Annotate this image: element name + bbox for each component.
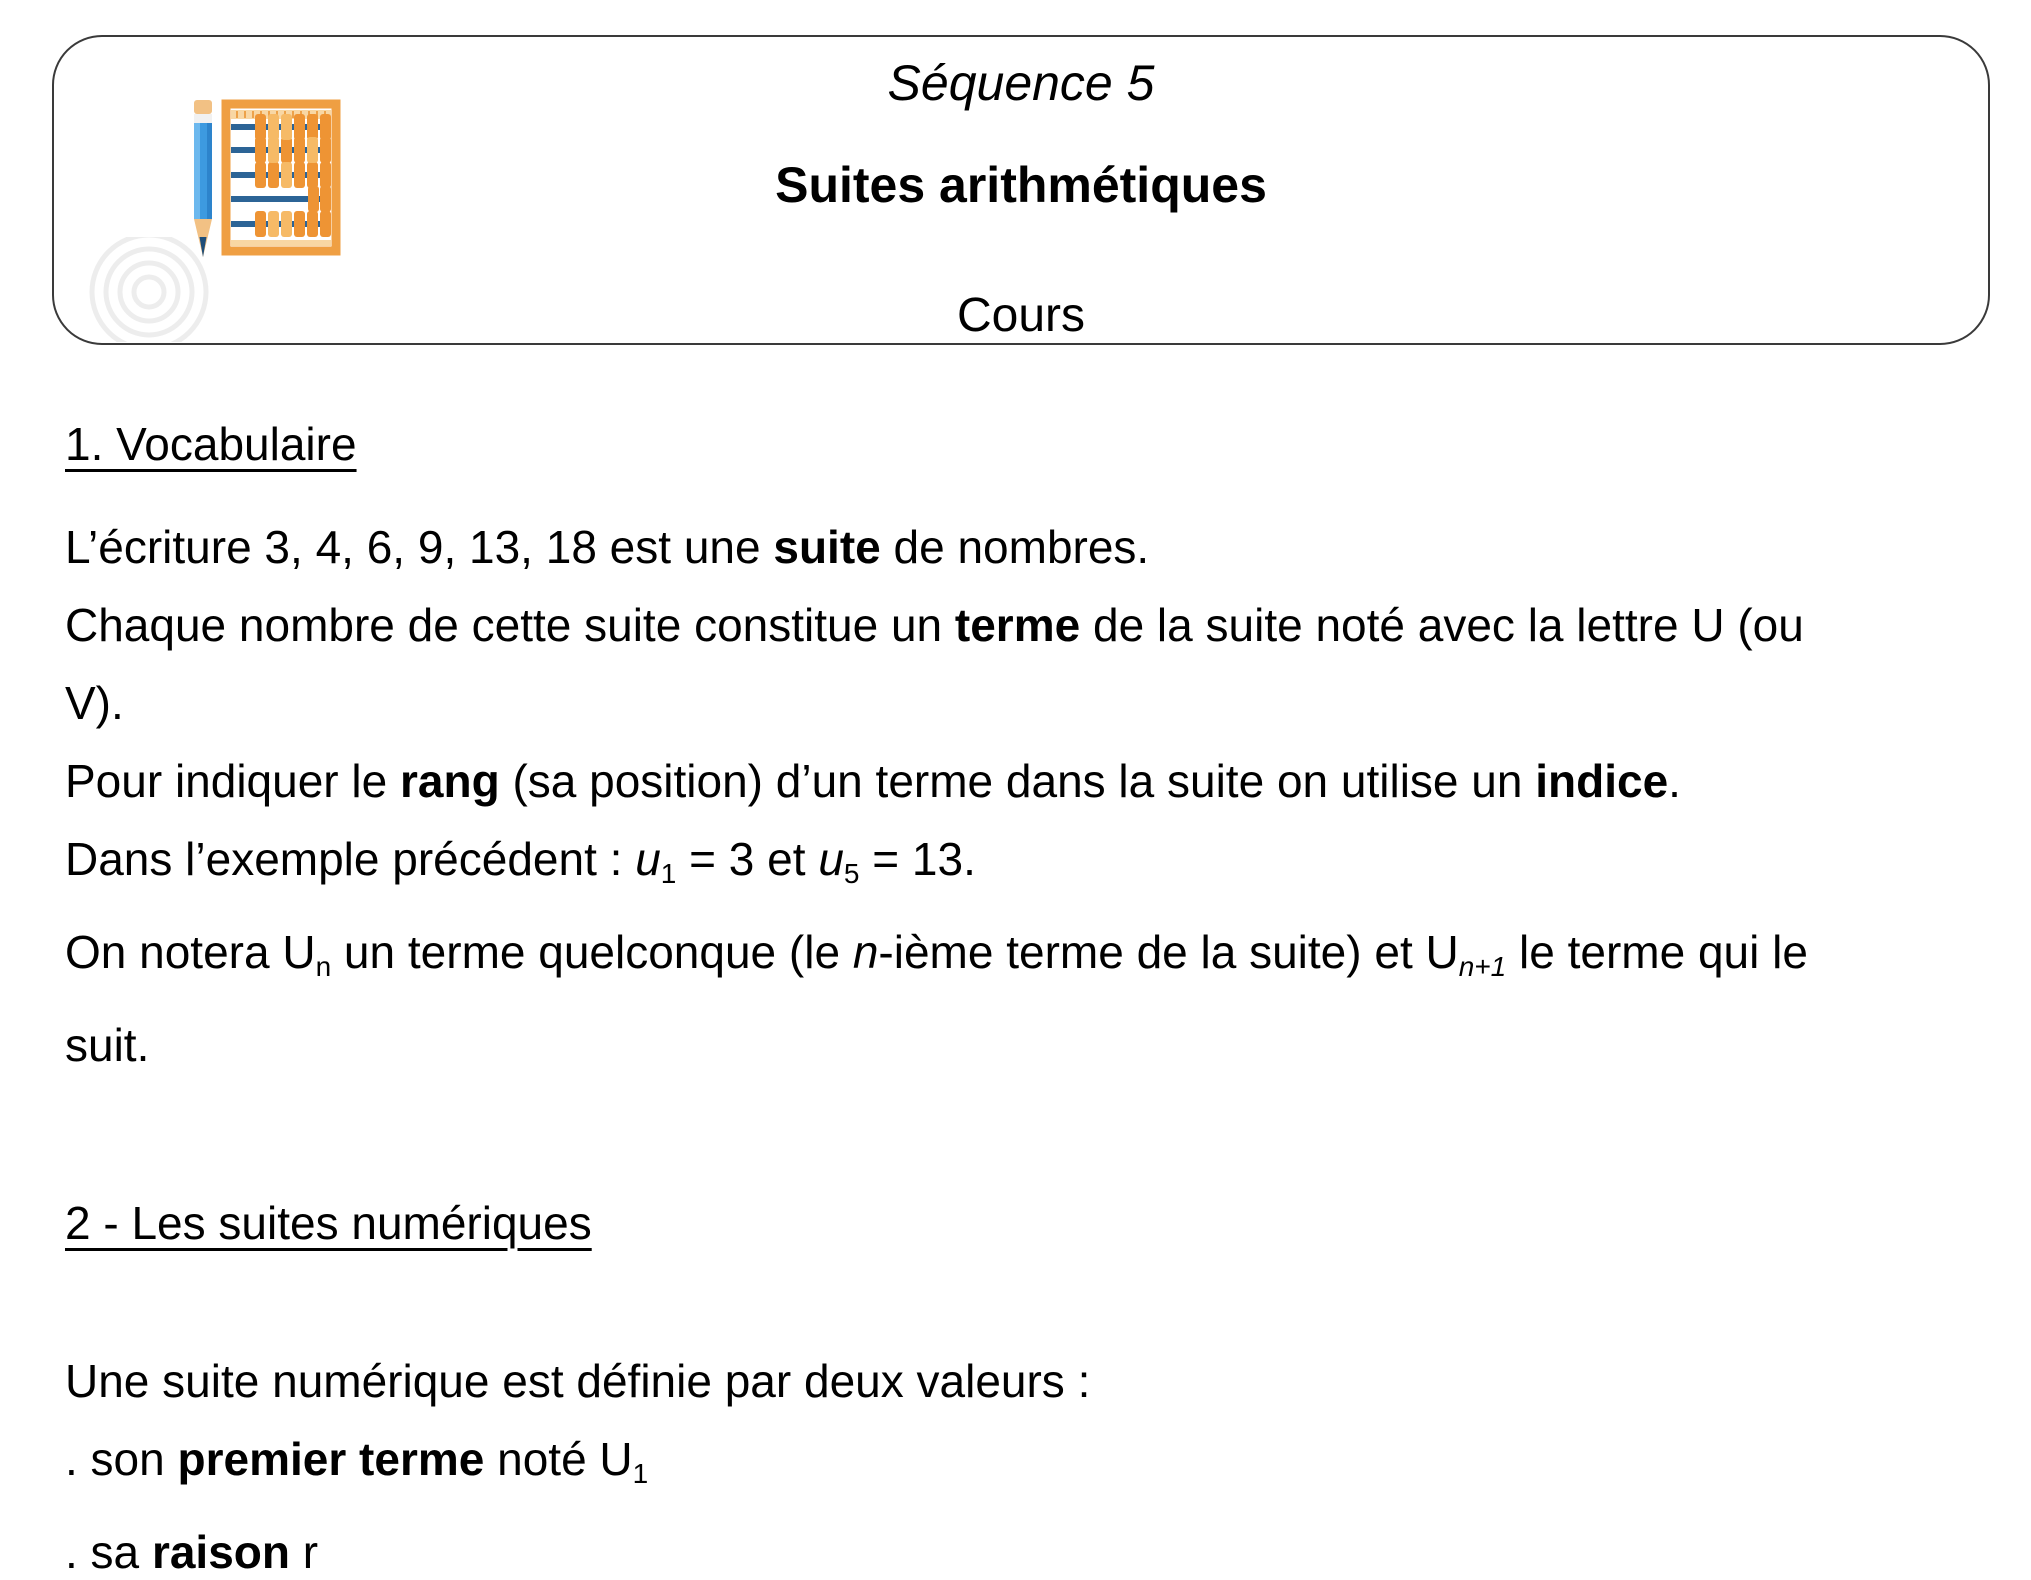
text-line bbox=[65, 1006, 2001, 1084]
text-segment: premier terme bbox=[177, 1433, 485, 1485]
text-segment: u bbox=[635, 833, 661, 885]
text-segment: = 3 et bbox=[676, 833, 819, 885]
text-segment: de la suite noté avec la lettre U (ou bbox=[1080, 599, 1804, 651]
header-box bbox=[52, 35, 1990, 345]
text-segment: de nombres. bbox=[880, 521, 1150, 573]
document-body bbox=[0, 345, 2031, 1580]
text-segment: indice bbox=[1535, 755, 1669, 807]
text-segment: n bbox=[852, 926, 879, 978]
text-segment: = 13. bbox=[859, 833, 976, 885]
text-line bbox=[65, 742, 2001, 820]
text-segment: On notera U bbox=[65, 926, 316, 978]
text-line bbox=[65, 913, 2001, 1006]
text-line bbox=[65, 664, 2001, 742]
text-segment: Une suite numérique est définie par deux valeurs : bbox=[65, 1355, 1091, 1407]
text-line bbox=[65, 820, 2001, 913]
text-segment: (sa position) d’un terme dans la suite on utilise un bbox=[499, 755, 1536, 807]
sequence-label: Séquence 5 bbox=[887, 55, 1155, 111]
page-title: Suites arithmétiques bbox=[775, 157, 1267, 213]
text-line bbox=[65, 1342, 2001, 1420]
text-segment: un terme quelconque (le bbox=[331, 926, 853, 978]
course-label: Cours bbox=[956, 289, 1086, 342]
section-heading-text: 2 - Les suites numériques bbox=[65, 1197, 592, 1249]
text-segment: r bbox=[289, 1526, 319, 1578]
text-segment: suit. bbox=[65, 1019, 150, 1071]
text-segment: L’écriture 3, 4, 6, 9, 13, 18 est une bbox=[65, 521, 774, 573]
text-segment: le terme qui le bbox=[1506, 926, 1808, 978]
section-2 bbox=[65, 1184, 2001, 1580]
text-segment: n+1 bbox=[1458, 951, 1507, 982]
text-line bbox=[65, 1420, 2001, 1513]
text-line bbox=[65, 1513, 2001, 1580]
text-segment: suite bbox=[773, 521, 881, 573]
text-segment: -ième terme de la suite) et U bbox=[878, 926, 1459, 978]
text-segment: . son bbox=[65, 1433, 178, 1485]
text-segment: V). bbox=[65, 677, 124, 729]
text-segment: . bbox=[1668, 755, 1681, 807]
section-heading bbox=[65, 1184, 2001, 1262]
text-segment: Dans l’exemple précédent : bbox=[65, 833, 636, 885]
text-segment: . sa bbox=[65, 1526, 152, 1578]
text-segment: Chaque nombre de cette suite constitue un bbox=[65, 599, 955, 651]
text-segment: n bbox=[315, 951, 332, 982]
section-heading-text: 1. Vocabulaire bbox=[65, 418, 357, 470]
section-1 bbox=[65, 405, 2001, 1084]
text-segment: noté U bbox=[484, 1433, 633, 1485]
text-segment: 5 bbox=[843, 858, 860, 889]
text-segment: u bbox=[818, 833, 844, 885]
text-line bbox=[65, 586, 2001, 664]
text-segment: Pour indiquer le bbox=[65, 755, 400, 807]
text-line bbox=[65, 508, 2001, 586]
section-heading bbox=[65, 405, 2001, 483]
text-segment: 1 bbox=[660, 858, 677, 889]
text-segment: 1 bbox=[632, 1458, 649, 1489]
text-segment: terme bbox=[954, 599, 1081, 651]
text-segment: raison bbox=[151, 1526, 290, 1578]
text-segment: rang bbox=[399, 755, 500, 807]
